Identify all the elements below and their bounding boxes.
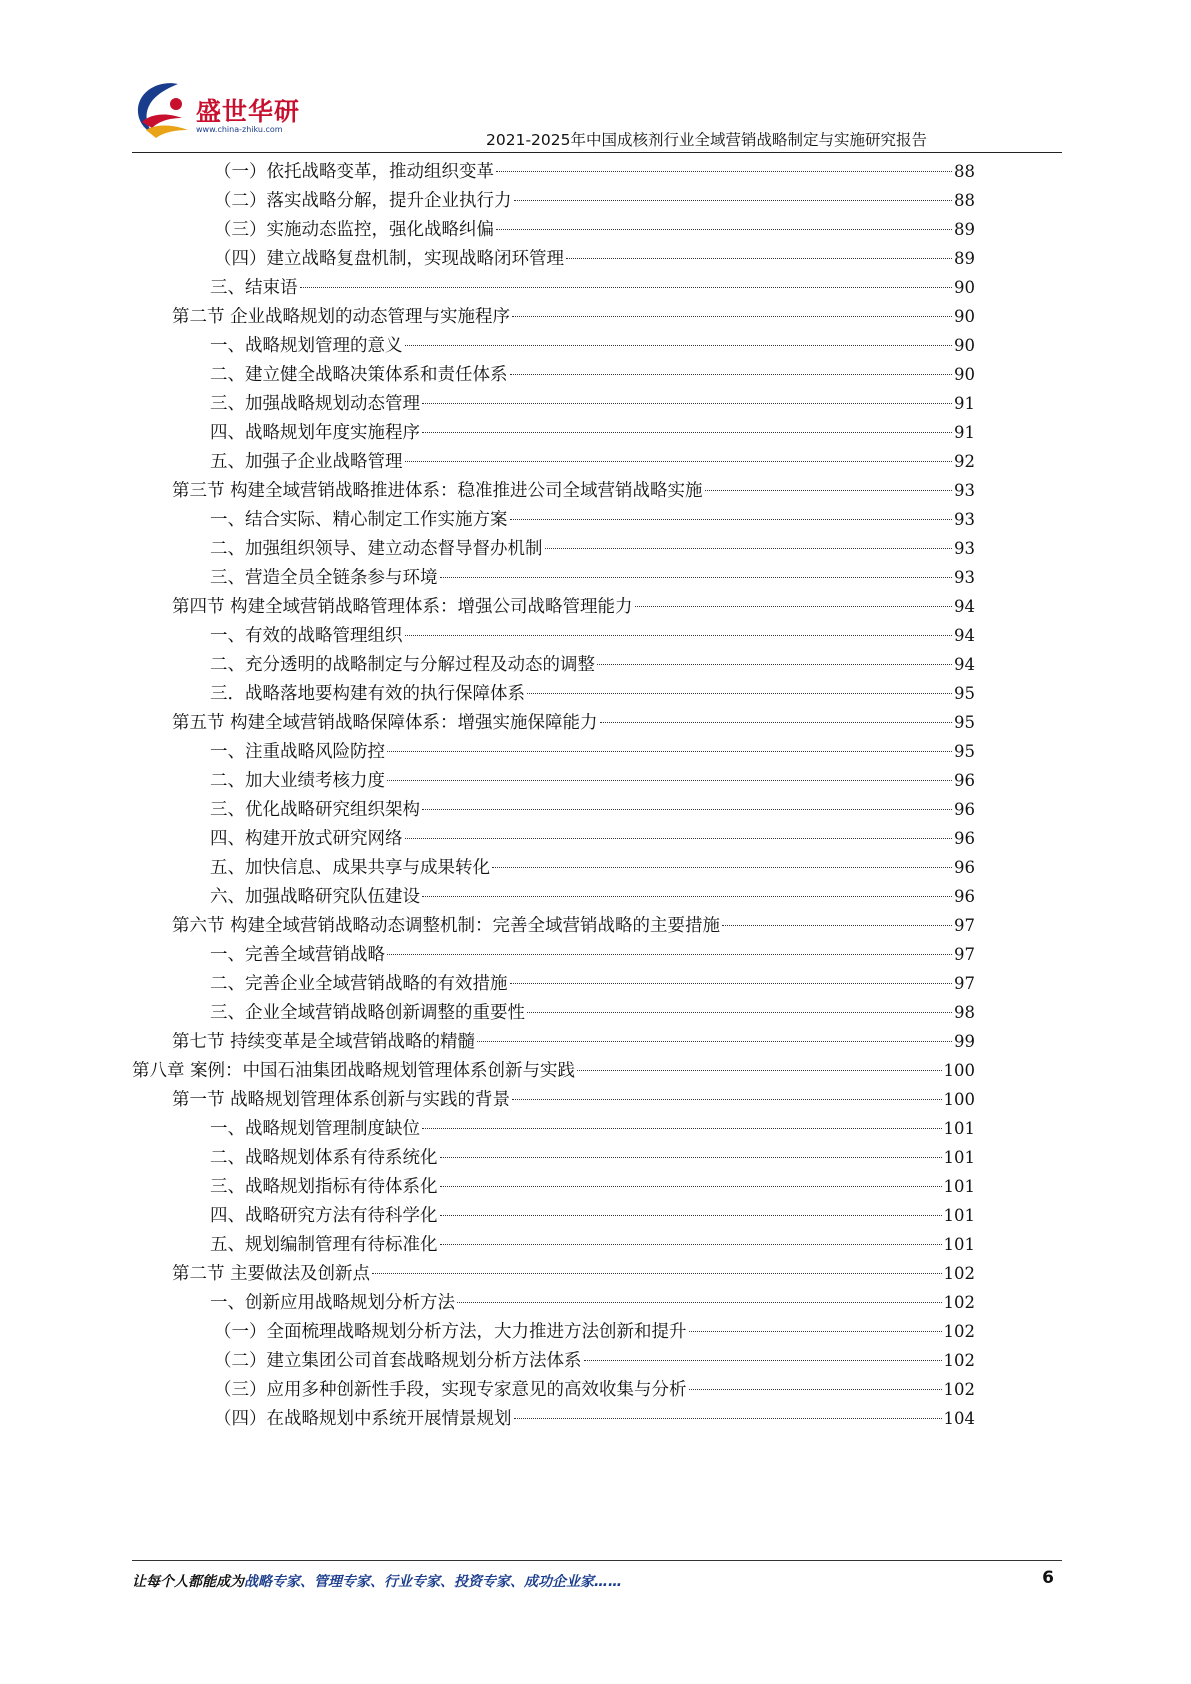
toc-dot-leader	[496, 171, 952, 172]
toc-entry-page: 96	[954, 829, 975, 848]
toc-entry-page: 91	[954, 394, 975, 413]
toc-dot-leader	[422, 809, 952, 810]
toc-dot-leader	[440, 1244, 942, 1245]
toc-entry-label: 四、战略规划年度实施程序	[210, 423, 420, 443]
toc-entry[interactable]	[210, 1289, 975, 1317]
toc-entry-page: 102	[943, 1380, 975, 1399]
toc-entry[interactable]	[210, 419, 975, 447]
toc-entry[interactable]	[210, 767, 975, 795]
toc-entry-page: 94	[954, 626, 975, 645]
toc-dot-leader	[514, 1418, 942, 1419]
toc-entry-page: 101	[943, 1119, 975, 1138]
toc-entry-page: 88	[954, 191, 975, 210]
toc-entry[interactable]	[210, 796, 975, 824]
toc-entry-page: 98	[954, 1003, 975, 1022]
toc-entry[interactable]	[210, 999, 975, 1027]
logo-swoosh-icon	[132, 78, 198, 142]
toc-entry-label: 第六节 构建全域营销战略动态调整机制：完善全域营销战略的主要措施	[172, 916, 721, 936]
toc-dot-leader	[527, 1012, 952, 1013]
toc-entry[interactable]	[210, 1202, 975, 1230]
toc-entry-page: 95	[954, 713, 975, 732]
toc-dot-leader	[387, 780, 952, 781]
toc-entry[interactable]	[210, 448, 975, 476]
toc-entry[interactable]	[214, 1318, 975, 1346]
toc-dot-leader	[422, 403, 952, 404]
report-title: 2021-2025年中国成核剂行业全域营销战略制定与实施研究报告	[486, 131, 927, 149]
company-logo	[132, 78, 322, 150]
toc-entry-label: 一、完善全域营销战略	[210, 945, 385, 965]
toc-entry-page: 90	[954, 336, 975, 355]
toc-dot-leader	[440, 577, 953, 578]
toc-entry[interactable]	[210, 970, 975, 998]
toc-entry[interactable]	[210, 738, 975, 766]
toc-entry-label: 第三节 构建全域营销战略推进体系：稳准推进公司全域营销战略实施	[172, 481, 703, 501]
toc-entry-label: 三、结束语	[210, 278, 298, 298]
toc-entry-label: 二、充分透明的战略制定与分解过程及动态的调整	[210, 655, 595, 675]
toc-entry-page: 94	[954, 597, 975, 616]
toc-entry-label: （四）在战略规划中系统开展情景规划	[214, 1409, 512, 1429]
toc-entry-label: （二）建立集团公司首套战略规划分析方法体系	[214, 1351, 582, 1371]
toc-dot-leader	[422, 1128, 942, 1129]
toc-entry[interactable]	[172, 1086, 975, 1114]
toc-dot-leader	[510, 983, 953, 984]
toc-entry-page: 92	[954, 452, 975, 471]
toc-entry[interactable]	[210, 1115, 975, 1143]
toc-entry[interactable]	[172, 709, 975, 737]
toc-entry[interactable]	[210, 535, 975, 563]
toc-dot-leader	[512, 316, 952, 317]
footer-slogan	[132, 1571, 622, 1591]
toc-entry[interactable]	[172, 912, 975, 940]
toc-entry-label: 二、加大业绩考核力度	[210, 771, 385, 791]
toc-entry-label: 三、营造全员全链条参与环境	[210, 568, 438, 588]
toc-entry-page: 90	[954, 278, 975, 297]
toc-entry[interactable]	[210, 854, 975, 882]
toc-dot-leader	[405, 345, 953, 346]
toc-entry-label: 第二节 主要做法及创新点	[172, 1264, 371, 1284]
toc-entry-label: 二、战略规划体系有待系统化	[210, 1148, 438, 1168]
toc-entry-page: 102	[943, 1293, 975, 1312]
toc-dot-leader	[422, 896, 952, 897]
toc-entry[interactable]	[214, 1347, 975, 1375]
toc-dot-leader	[440, 1157, 942, 1158]
toc-entry-label: 一、有效的战略管理组织	[210, 626, 403, 646]
toc-dot-leader	[387, 751, 952, 752]
toc-entry-page: 88	[954, 162, 975, 181]
toc-entry[interactable]	[132, 1057, 975, 1085]
toc-entry-label: 二、加强组织领导、建立动态督导督办机制	[210, 539, 543, 559]
toc-entry[interactable]	[210, 506, 975, 534]
toc-entry-label: 第二节 企业战略规划的动态管理与实施程序	[172, 307, 511, 327]
toc-entry-page: 93	[954, 568, 975, 587]
toc-entry[interactable]	[210, 1144, 975, 1172]
toc-entry-page: 96	[954, 887, 975, 906]
footer-divider	[132, 1560, 1062, 1561]
toc-entry[interactable]	[214, 1405, 975, 1433]
toc-entry-page: 97	[954, 974, 975, 993]
toc-dot-leader	[440, 1215, 942, 1216]
toc-entry-label: 一、战略规划管理的意义	[210, 336, 403, 356]
toc-entry-page: 101	[943, 1235, 975, 1254]
toc-entry[interactable]	[172, 477, 975, 505]
toc-dot-leader	[514, 200, 953, 201]
toc-entry-label: 一、结合实际、精心制定工作实施方案	[210, 510, 508, 530]
toc-entry[interactable]	[210, 390, 975, 418]
toc-dot-leader	[496, 229, 952, 230]
toc-dot-leader	[300, 287, 953, 288]
footer-slogan-prefix: 让每个人都能成为	[132, 1574, 244, 1590]
toc-entry-page: 94	[954, 655, 975, 674]
toc-entry-label: （四）建立战略复盘机制，实现战略闭环管理	[214, 249, 564, 269]
toc-entry[interactable]	[210, 1231, 975, 1259]
toc-entry[interactable]	[214, 187, 975, 215]
toc-dot-leader	[597, 664, 952, 665]
toc-entry-label: 三、战略规划指标有待体系化	[210, 1177, 438, 1197]
toc-entry-page: 101	[943, 1177, 975, 1196]
toc-dot-leader	[527, 693, 952, 694]
toc-entry[interactable]	[214, 216, 975, 244]
toc-entry-label: 四、构建开放式研究网络	[210, 829, 403, 849]
toc-entry-label: 第八章 案例：中国石油集团战略规划管理体系创新与实践	[132, 1061, 576, 1081]
toc-entry[interactable]	[210, 274, 975, 302]
toc-entry-page: 104	[943, 1409, 975, 1428]
toc-entry[interactable]	[210, 651, 975, 679]
toc-entry-label: 一、创新应用战略规划分析方法	[210, 1293, 455, 1313]
toc-entry-label: （三）应用多种创新性手段，实现专家意见的高效收集与分析	[214, 1380, 687, 1400]
toc-entry-page: 102	[943, 1351, 975, 1370]
toc-entry[interactable]	[210, 941, 975, 969]
toc-entry-label: （二）落实战略分解，提升企业执行力	[214, 191, 512, 211]
toc-entry-label: 五、加强子企业战略管理	[210, 452, 403, 472]
toc-entry-page: 89	[954, 220, 975, 239]
toc-dot-leader	[422, 432, 952, 433]
toc-entry-page: 95	[954, 684, 975, 703]
toc-dot-leader	[510, 519, 953, 520]
toc-dot-leader	[600, 722, 952, 723]
toc-entry-label: 一、战略规划管理制度缺位	[210, 1119, 420, 1139]
toc-dot-leader	[372, 1273, 941, 1274]
toc-entry-label: 六、加强战略研究队伍建设	[210, 887, 420, 907]
footer-slogan-roles: 战略专家、管理专家、行业专家、投资专家、成功企业家……	[244, 1574, 622, 1590]
toc-entry-page: 89	[954, 249, 975, 268]
toc-entry-label: 第七节 持续变革是全域营销战略的精髓	[172, 1032, 476, 1052]
toc-entry[interactable]	[210, 564, 975, 592]
toc-entry-page: 97	[954, 916, 975, 935]
toc-entry[interactable]	[210, 883, 975, 911]
toc-dot-leader	[387, 954, 952, 955]
toc-entry-label: 一、注重战略风险防控	[210, 742, 385, 762]
toc-entry-page: 96	[954, 800, 975, 819]
toc-entry[interactable]	[172, 1028, 975, 1056]
toc-dot-leader	[440, 1186, 942, 1187]
toc-entry[interactable]	[210, 332, 975, 360]
toc-entry-page: 93	[954, 539, 975, 558]
toc-entry-page: 102	[943, 1264, 975, 1283]
toc-entry-label: （一）依托战略变革，推动组织变革	[214, 162, 494, 182]
toc-entry-label: 三、加强战略规划动态管理	[210, 394, 420, 414]
toc-entry-label: 五、加快信息、成果共享与成果转化	[210, 858, 490, 878]
toc-dot-leader	[405, 838, 953, 839]
toc-entry-page: 102	[943, 1322, 975, 1341]
toc-entry-label: 三、企业全域营销战略创新调整的重要性	[210, 1003, 525, 1023]
toc-entry-page: 93	[954, 481, 975, 500]
toc-entry-page: 91	[954, 423, 975, 442]
toc-entry-label: （三）实施动态监控，强化战略纠偏	[214, 220, 494, 240]
toc-entry[interactable]	[210, 680, 975, 708]
header-divider	[132, 152, 1062, 153]
toc-dot-leader	[705, 490, 952, 491]
toc-entry[interactable]	[210, 825, 975, 853]
toc-dot-leader	[722, 925, 952, 926]
toc-dot-leader	[566, 258, 952, 259]
toc-entry-label: 三．战略落地要构建有效的执行保障体系	[210, 684, 525, 704]
toc-dot-leader	[405, 635, 953, 636]
toc-entry-label: 第四节 构建全域营销战略管理体系：增强公司战略管理能力	[172, 597, 633, 617]
toc-entry-page: 93	[954, 510, 975, 529]
toc-dot-leader	[689, 1389, 942, 1390]
toc-entry[interactable]	[210, 1173, 975, 1201]
toc-dot-leader	[689, 1331, 942, 1332]
toc-dot-leader	[635, 606, 952, 607]
toc-entry[interactable]	[210, 622, 975, 650]
toc-dot-leader	[492, 867, 952, 868]
toc-entry-page: 97	[954, 945, 975, 964]
toc-entry-page: 100	[943, 1061, 975, 1080]
toc-entry[interactable]	[210, 361, 975, 389]
toc-dot-leader	[545, 548, 953, 549]
page-number: 6	[1042, 1568, 1054, 1588]
toc-entry[interactable]	[172, 1260, 975, 1288]
toc-entry-page: 101	[943, 1206, 975, 1225]
toc-entry-label: 三、优化战略研究组织架构	[210, 800, 420, 820]
toc-dot-leader	[510, 374, 953, 375]
toc-entry[interactable]	[214, 1376, 975, 1404]
toc-dot-leader	[457, 1302, 942, 1303]
toc-entry-page: 100	[943, 1090, 975, 1109]
toc-entry-page: 96	[954, 771, 975, 790]
toc-entry[interactable]	[172, 303, 975, 331]
toc-entry-page: 95	[954, 742, 975, 761]
logo-name: 盛世华研	[196, 97, 301, 126]
toc-dot-leader	[512, 1099, 941, 1100]
toc-entry[interactable]	[172, 593, 975, 621]
toc-entry-page: 90	[954, 307, 975, 326]
toc-entry-label: 第一节 战略规划管理体系创新与实践的背景	[172, 1090, 511, 1110]
toc-entry-page: 101	[943, 1148, 975, 1167]
toc-entry-page: 90	[954, 365, 975, 384]
toc-dot-leader	[477, 1041, 952, 1042]
toc-dot-leader	[405, 461, 953, 462]
toc-entry-label: 五、规划编制管理有待标准化	[210, 1235, 438, 1255]
logo-url: www.china-zhiku.com	[196, 125, 283, 134]
toc-entry-label: 四、战略研究方法有待科学化	[210, 1206, 438, 1226]
toc-dot-leader	[577, 1070, 941, 1071]
toc-entry-page: 99	[954, 1032, 975, 1051]
toc-entry-label: （一）全面梳理战略规划分析方法，大力推进方法创新和提升	[214, 1322, 687, 1342]
toc-dot-leader	[584, 1360, 942, 1361]
toc-entry-label: 第五节 构建全域营销战略保障体系：增强实施保障能力	[172, 713, 598, 733]
toc-entry-page: 96	[954, 858, 975, 877]
toc-entry-label: 二、完善企业全域营销战略的有效措施	[210, 974, 508, 994]
page-header	[0, 0, 1191, 160]
toc-entry-label: 二、建立健全战略决策体系和责任体系	[210, 365, 508, 385]
toc-entry[interactable]	[214, 245, 975, 273]
toc-entry[interactable]	[214, 158, 975, 186]
